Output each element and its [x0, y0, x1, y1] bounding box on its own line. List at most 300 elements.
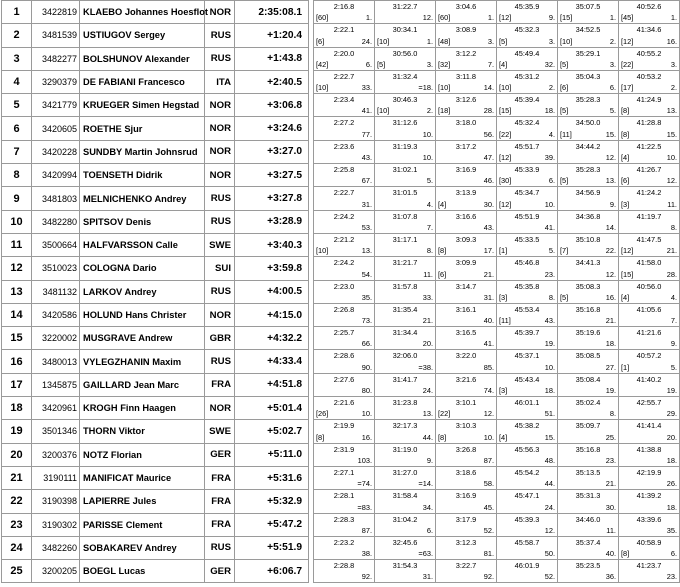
result-row: [2, 164, 680, 187]
athlete-code: 3420228: [32, 140, 80, 163]
rank-cell: 24: [2, 536, 32, 559]
split-time: 35:28.3: [575, 165, 601, 175]
split-cell: [558, 117, 619, 140]
split-rank: 3.: [548, 36, 555, 46]
split-cell: [558, 70, 619, 93]
split-time: 41:34.6: [636, 25, 662, 35]
bonus-points: [15]: [560, 13, 573, 23]
split-time: 35:13.5: [575, 467, 601, 477]
finish-time: +3:59.8: [235, 257, 309, 280]
rank-cell: 18: [2, 397, 32, 420]
split-rank: 10.: [666, 153, 677, 163]
split-cell: [619, 117, 680, 140]
split-cell: [497, 560, 558, 583]
bonus-points: [60]: [316, 13, 329, 23]
athlete-name: NOTZ Florian: [80, 443, 205, 466]
split-rank: 36.: [605, 572, 616, 582]
split-rank: 103.: [357, 455, 372, 465]
split-cell: [314, 117, 375, 140]
split-cell: [619, 536, 680, 559]
split-time: 40:53.2: [636, 71, 662, 81]
results-table: [1, 0, 680, 583]
split-time: 35:23.5: [575, 561, 601, 571]
split-rank: 92.: [483, 572, 494, 582]
split-time: 41:24.2: [636, 188, 662, 198]
bonus-points: [11]: [499, 316, 511, 326]
split-cell: [314, 327, 375, 350]
athlete-name: PARISSE Clement: [80, 513, 205, 536]
split-time: 3:13.9: [455, 188, 477, 198]
split-cell: [436, 94, 497, 117]
split-time: 3:22.0: [455, 351, 477, 361]
split-time: 2:24.2: [333, 211, 355, 221]
rank-cell: 17: [2, 373, 32, 396]
athlete-code: 3481132: [32, 280, 80, 303]
split-rank: 5.: [609, 106, 616, 116]
split-cell: [619, 443, 680, 466]
nation-code: GER: [205, 560, 235, 583]
split-time: 31:02.1: [392, 165, 418, 175]
split-time: 45:53.4: [514, 304, 540, 314]
split-rank: 44.: [422, 432, 433, 442]
split-rank: 30.: [483, 199, 494, 209]
split-rank: =63.: [418, 549, 433, 559]
split-rank: 28.: [483, 106, 494, 116]
bonus-points: [8]: [621, 106, 630, 116]
split-rank: 5.: [548, 246, 555, 256]
result-row: [2, 140, 680, 163]
split-rank: 44.: [544, 479, 555, 489]
split-cell: [314, 303, 375, 326]
split-rank: 18.: [544, 386, 555, 396]
split-rank: 6.: [609, 83, 616, 93]
split-time: 35:02.4: [575, 398, 601, 408]
split-rank: 15.: [666, 129, 677, 139]
split-cell: [375, 233, 436, 256]
split-rank: =83.: [357, 502, 372, 512]
split-rank: 15.: [544, 432, 555, 442]
result-row: [2, 24, 680, 47]
finish-time: +3:27.8: [235, 187, 309, 210]
finish-time: +3:06.8: [235, 94, 309, 117]
split-rank: 13.: [666, 106, 677, 116]
bonus-points: [45]: [621, 13, 634, 23]
split-cell: [436, 187, 497, 210]
bonus-points: [8]: [438, 432, 447, 442]
split-cell: [619, 94, 680, 117]
split-rank: 3.: [670, 59, 677, 69]
finish-time: +5:32.9: [235, 490, 309, 513]
split-cell: [619, 140, 680, 163]
split-time: 31:17.1: [392, 234, 418, 244]
finish-time: +3:24.6: [235, 117, 309, 140]
result-row: [2, 420, 680, 443]
nation-code: FRA: [205, 466, 235, 489]
bonus-points: [10]: [560, 36, 573, 46]
split-time: 41:22.5: [636, 141, 662, 151]
athlete-code: 3480013: [32, 350, 80, 373]
split-time: 3:14.7: [455, 281, 477, 291]
split-time: 3:18.6: [455, 467, 477, 477]
split-time: 31:19.0: [392, 444, 418, 454]
split-rank: 21.: [605, 479, 616, 489]
split-time: 2:28.3: [333, 514, 355, 524]
split-rank: 23.: [666, 572, 677, 582]
split-time: 35:16.8: [575, 304, 601, 314]
bonus-points: [4]: [621, 153, 630, 163]
split-rank: 10.: [544, 362, 555, 372]
split-rank: 11.: [423, 269, 433, 279]
split-time: 2:22.1: [333, 25, 355, 35]
athlete-code: 3500664: [32, 233, 80, 256]
rank-cell: 25: [2, 560, 32, 583]
athlete-code: 3220002: [32, 327, 80, 350]
split-cell: [375, 47, 436, 70]
bonus-points: [6]: [621, 176, 630, 186]
split-rank: 48.: [544, 455, 555, 465]
split-cell: [436, 257, 497, 280]
split-time: 30:34.1: [392, 25, 418, 35]
split-rank: 51.: [544, 409, 555, 419]
split-cell: [314, 94, 375, 117]
split-rank: 12.: [483, 409, 494, 419]
split-time: 45:58.7: [514, 537, 540, 547]
split-time: 35:10.8: [575, 234, 601, 244]
split-rank: 41.: [544, 222, 555, 232]
split-cell: [314, 536, 375, 559]
nation-code: ITA: [205, 70, 235, 93]
athlete-code: 3481539: [32, 24, 80, 47]
split-time: 3:09.3: [455, 234, 477, 244]
split-rank: 9.: [548, 13, 555, 23]
result-row: [2, 70, 680, 93]
split-time: 2:28.1: [333, 491, 355, 501]
split-rank: =14.: [418, 479, 433, 489]
split-cell: [314, 397, 375, 420]
nation-code: RUS: [205, 47, 235, 70]
split-time: 31:19.3: [392, 141, 418, 151]
split-cell: [619, 373, 680, 396]
athlete-name: DE FABIANI Francesco: [80, 70, 205, 93]
split-cell: [314, 1, 375, 24]
split-time: 35:37.4: [575, 537, 601, 547]
athlete-name: MANIFICAT Maurice: [80, 466, 205, 489]
split-cell: [558, 140, 619, 163]
split-cell: [619, 257, 680, 280]
split-cell: [314, 513, 375, 536]
athlete-name: GAILLARD Jean Marc: [80, 373, 205, 396]
athlete-name: SOBAKAREV Andrey: [80, 536, 205, 559]
split-cell: [619, 70, 680, 93]
split-cell: [619, 490, 680, 513]
bonus-points: [1]: [621, 362, 630, 372]
result-row: [2, 397, 680, 420]
split-cell: [497, 70, 558, 93]
split-time: 2:22.7: [333, 71, 355, 81]
split-rank: 24.: [422, 386, 433, 396]
bonus-points: [10]: [377, 36, 390, 46]
split-cell: [436, 560, 497, 583]
bonus-points: [12]: [499, 153, 512, 163]
split-time: 2:25.8: [333, 165, 355, 175]
split-cell: [497, 327, 558, 350]
split-time: 41:40.2: [636, 374, 662, 384]
split-cell: [497, 466, 558, 489]
split-cell: [619, 210, 680, 233]
split-rank: 10.: [422, 153, 433, 163]
split-rank: 41.: [483, 339, 494, 349]
split-time: 3:11.8: [456, 71, 476, 81]
split-rank: 40.: [605, 549, 616, 559]
nation-code: RUS: [205, 350, 235, 373]
rank-cell: 4: [2, 70, 32, 93]
split-rank: 33.: [361, 83, 372, 93]
finish-time: +4:00.5: [235, 280, 309, 303]
split-time: 31:27.0: [392, 467, 418, 477]
split-time: 32:45.6: [392, 537, 418, 547]
split-cell: [375, 560, 436, 583]
split-rank: 17.: [483, 246, 494, 256]
split-time: 41:39.2: [636, 491, 662, 501]
split-cell: [558, 560, 619, 583]
split-time: 34:56.9: [575, 188, 601, 198]
split-cell: [497, 373, 558, 396]
split-time: 45:31.2: [514, 71, 540, 81]
rank-cell: 23: [2, 513, 32, 536]
split-time: 3:18.0: [455, 118, 477, 128]
split-rank: 13.: [422, 409, 433, 419]
bonus-points: [22]: [499, 129, 512, 139]
athlete-name: BOLSHUNOV Alexander: [80, 47, 205, 70]
split-cell: [558, 490, 619, 513]
bonus-points: [7]: [560, 246, 569, 256]
split-rank: 12.: [605, 153, 616, 163]
split-time: 3:10.3: [455, 421, 477, 431]
split-cell: [375, 397, 436, 420]
split-time: 35:08.4: [575, 374, 601, 384]
split-rank: 10.: [422, 129, 433, 139]
split-rank: 19.: [544, 339, 555, 349]
split-cell: [558, 47, 619, 70]
split-cell: [375, 117, 436, 140]
finish-time: +5:31.6: [235, 466, 309, 489]
athlete-code: 3190398: [32, 490, 80, 513]
athlete-code: 3200205: [32, 560, 80, 583]
bonus-points: [12]: [621, 36, 634, 46]
split-time: 31:07.8: [392, 211, 418, 221]
split-time: 3:17.9: [455, 514, 477, 524]
athlete-code: 3481803: [32, 187, 80, 210]
bonus-points: [10]: [377, 106, 390, 116]
split-cell: [375, 350, 436, 373]
split-time: 35:29.1: [575, 48, 601, 58]
athlete-name: TOENSETH Didrik: [80, 164, 205, 187]
split-rank: 6.: [670, 549, 677, 559]
split-time: 35:08.5: [575, 351, 601, 361]
split-cell: [436, 443, 497, 466]
athlete-name: SUNDBY Martin Johnsrud: [80, 140, 205, 163]
split-rank: 4.: [426, 199, 433, 209]
finish-time: +4:33.4: [235, 350, 309, 373]
bonus-points: [18]: [438, 106, 451, 116]
split-rank: 8.: [548, 292, 555, 302]
split-cell: [619, 350, 680, 373]
finish-time: +5:47.2: [235, 513, 309, 536]
split-time: 2:19.9: [333, 421, 355, 431]
split-rank: 90.: [361, 362, 372, 372]
split-cell: [375, 1, 436, 24]
split-rank: 28.: [666, 269, 677, 279]
split-time: 45:51.7: [514, 141, 540, 151]
split-rank: 8.: [426, 246, 433, 256]
nation-code: RUS: [205, 24, 235, 47]
bonus-points: [1]: [499, 246, 508, 256]
split-time: 41:19.7: [636, 211, 662, 221]
bonus-points: [4]: [621, 292, 630, 302]
split-cell: [619, 47, 680, 70]
athlete-code: 3482260: [32, 536, 80, 559]
athlete-code: 3420586: [32, 303, 80, 326]
split-rank: 16.: [605, 292, 616, 302]
athlete-code: 1345875: [32, 373, 80, 396]
split-rank: 16.: [361, 432, 372, 442]
split-rank: 38.: [361, 549, 372, 559]
split-time: 2:26.8: [333, 304, 355, 314]
split-cell: [497, 280, 558, 303]
finish-time: +1:20.4: [235, 24, 309, 47]
split-rank: 21.: [605, 316, 616, 326]
split-rank: 56.: [483, 129, 494, 139]
rank-cell: 11: [2, 233, 32, 256]
bonus-points: [6]: [560, 83, 569, 93]
rank-cell: 13: [2, 280, 32, 303]
split-cell: [436, 513, 497, 536]
split-time: 42:55.7: [636, 398, 662, 408]
bonus-points: [4]: [499, 59, 508, 69]
split-cell: [314, 560, 375, 583]
result-row: [2, 210, 680, 233]
split-rank: 14.: [605, 222, 616, 232]
result-row: [2, 257, 680, 280]
bonus-points: [15]: [499, 106, 512, 116]
nation-code: NOR: [205, 397, 235, 420]
split-time: 2:23.0: [333, 281, 355, 291]
split-time: 45:35.9: [514, 2, 540, 11]
split-cell: [619, 233, 680, 256]
split-rank: 87.: [483, 455, 494, 465]
split-cell: [375, 257, 436, 280]
nation-code: RUS: [205, 187, 235, 210]
split-time: 2:22.7: [333, 188, 355, 198]
split-rank: 39.: [544, 153, 555, 163]
split-time: 2:31.9: [333, 444, 355, 454]
split-rank: 20.: [422, 339, 433, 349]
split-cell: [497, 257, 558, 280]
split-time: 2:27.2: [333, 118, 355, 128]
finish-time: +6:06.7: [235, 560, 309, 583]
split-cell: [375, 443, 436, 466]
split-rank: 5.: [426, 176, 433, 186]
split-time: 3:12.6: [455, 95, 477, 105]
athlete-name: LAPIERRE Jules: [80, 490, 205, 513]
athlete-code: 3190111: [32, 466, 80, 489]
split-rank: 10.: [483, 432, 494, 442]
split-rank: 18.: [544, 106, 555, 116]
split-cell: [314, 350, 375, 373]
split-time: 2:21.2: [333, 234, 355, 244]
split-rank: 14.: [483, 83, 494, 93]
split-cell: [375, 140, 436, 163]
split-rank: 19.: [605, 386, 616, 396]
split-time: 31:54.3: [392, 561, 418, 571]
split-cell: [314, 187, 375, 210]
athlete-name: HALFVARSSON Calle: [80, 233, 205, 256]
split-time: 41:05.6: [636, 304, 662, 314]
split-rank: 7.: [426, 222, 433, 232]
split-cell: [436, 397, 497, 420]
split-cell: [436, 280, 497, 303]
split-time: 45:39.3: [514, 514, 540, 524]
split-time: 2:28.6: [333, 351, 355, 361]
split-time: 32:06.0: [392, 351, 418, 361]
split-cell: [497, 420, 558, 443]
result-row: [2, 94, 680, 117]
split-cell: [314, 257, 375, 280]
split-time: 45:34.7: [514, 188, 540, 198]
split-time: 35:28.3: [575, 95, 601, 105]
split-cell: [619, 466, 680, 489]
split-rank: 8.: [670, 222, 677, 232]
split-cell: [436, 233, 497, 256]
split-time: 35:19.6: [575, 328, 601, 338]
split-cell: [558, 350, 619, 373]
split-cell: [497, 303, 558, 326]
bonus-points: [4]: [499, 432, 508, 442]
split-time: 46:01.1: [514, 398, 540, 408]
split-time: 42:19.9: [636, 467, 662, 477]
split-time: 41:21.6: [636, 328, 662, 338]
split-rank: 6.: [548, 176, 555, 186]
split-cell: [497, 397, 558, 420]
split-time: 45:38.2: [514, 421, 540, 431]
split-rank: 18.: [666, 455, 677, 465]
split-cell: [436, 350, 497, 373]
split-cell: [375, 327, 436, 350]
split-time: 31:32.4: [392, 71, 418, 81]
split-cell: [314, 466, 375, 489]
split-time: 45:37.1: [514, 351, 540, 361]
bonus-points: [12]: [499, 13, 512, 23]
split-cell: [619, 187, 680, 210]
split-rank: 2.: [426, 106, 433, 116]
athlete-name: KROGH Finn Haagen: [80, 397, 205, 420]
athlete-name: COLOGNA Dario: [80, 257, 205, 280]
split-cell: [375, 303, 436, 326]
split-cell: [558, 536, 619, 559]
finish-time: +4:32.2: [235, 327, 309, 350]
nation-code: RUS: [205, 210, 235, 233]
nation-code: NOR: [205, 117, 235, 140]
split-time: 31:41.7: [392, 374, 418, 384]
split-cell: [314, 233, 375, 256]
split-rank: 92.: [361, 572, 372, 582]
split-cell: [375, 187, 436, 210]
bonus-points: [42]: [316, 59, 329, 69]
nation-code: GER: [205, 443, 235, 466]
split-time: 3:10.1: [455, 398, 477, 408]
split-time: 3:22.7: [455, 561, 477, 571]
split-cell: [558, 210, 619, 233]
